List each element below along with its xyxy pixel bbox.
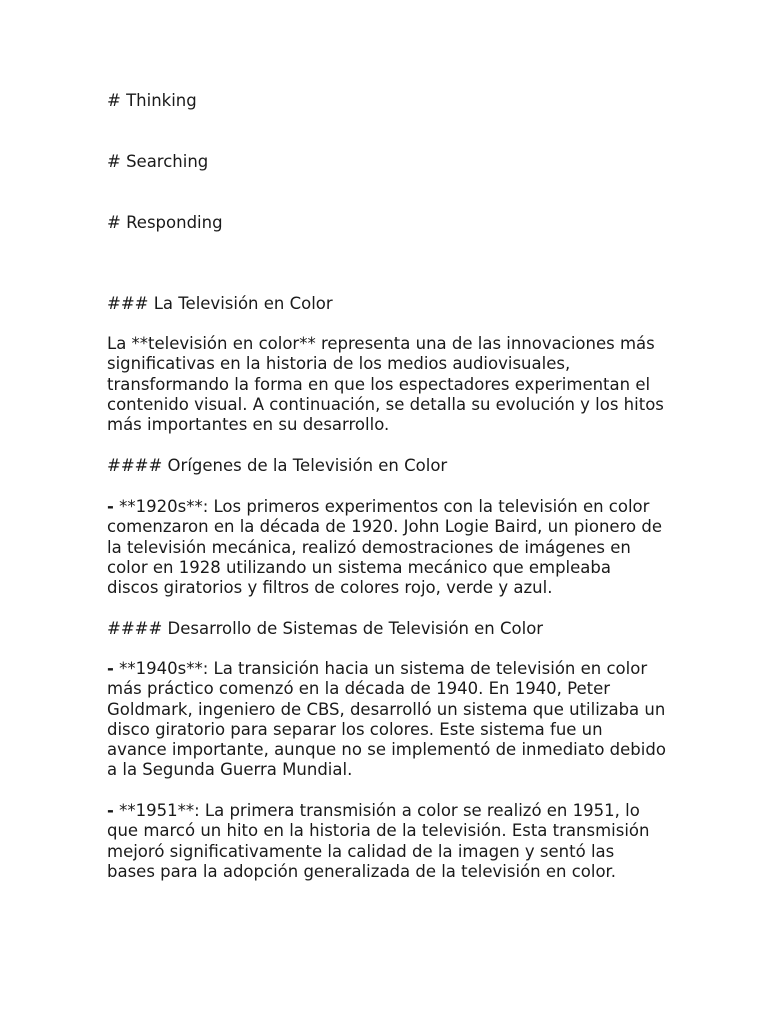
list-item-1951 bbox=[107, 801, 667, 882]
heading-thinking: # Thinking bbox=[107, 91, 197, 110]
list-item-1940s bbox=[107, 659, 667, 781]
list-dash: - bbox=[107, 801, 114, 820]
development-heading: #### Desarrollo de Sistemas de Televisión en Color bbox=[107, 619, 544, 638]
heading-responding: # Responding bbox=[107, 213, 223, 232]
list-item-text: **1920s**: Los primeros experimentos con la televisión en color comenzaron en la década de 1920. John Logie Baird, un pionero de la televisión mecánica, realizó demostraciones de imágenes en color en 1928 utilizando un sistema mecánico que empleaba discos giratorios y filtros de colores rojo, verde y azul. bbox=[107, 497, 662, 598]
list-item-text: **1940s**: La transición hacia un sistema de televisión en color más práctico comenzó en la década de 1940. En 1940, Peter Goldmark, ingeniero de CBS, desarrolló un sistema que utilizaba un disco giratorio para separar los colores. Este sistema fue un avance importante, aunque no se implementó de inmediato debido a la Segunda Guerra Mundial. bbox=[107, 659, 666, 780]
list-item-text: **1951**: La primera transmisión a color se realizó en 1951, lo que marcó un hito en la historia de la televisión. Esta transmisión mejoró significativamente la calidad de la imagen y sentó las bases para la adopción generalizada de la televisión en color. bbox=[107, 801, 650, 881]
list-dash: - bbox=[107, 659, 114, 678]
heading-searching: # Searching bbox=[107, 152, 209, 171]
origins-heading: #### Orígenes de la Televisión en Color bbox=[107, 456, 448, 475]
intro-paragraph: La **televisión en color** representa una de las innovaciones más significativas en la historia de los medios audiovisuales, transformando la forma en que los espectadores experimentan el contenido visual. A continuación, se detalla su evolución y los hitos más importantes en su desarrollo. bbox=[107, 334, 664, 435]
section-title: ### La Televisión en Color bbox=[107, 294, 333, 313]
list-item-1920s bbox=[107, 497, 667, 598]
list-dash: - bbox=[107, 497, 114, 516]
